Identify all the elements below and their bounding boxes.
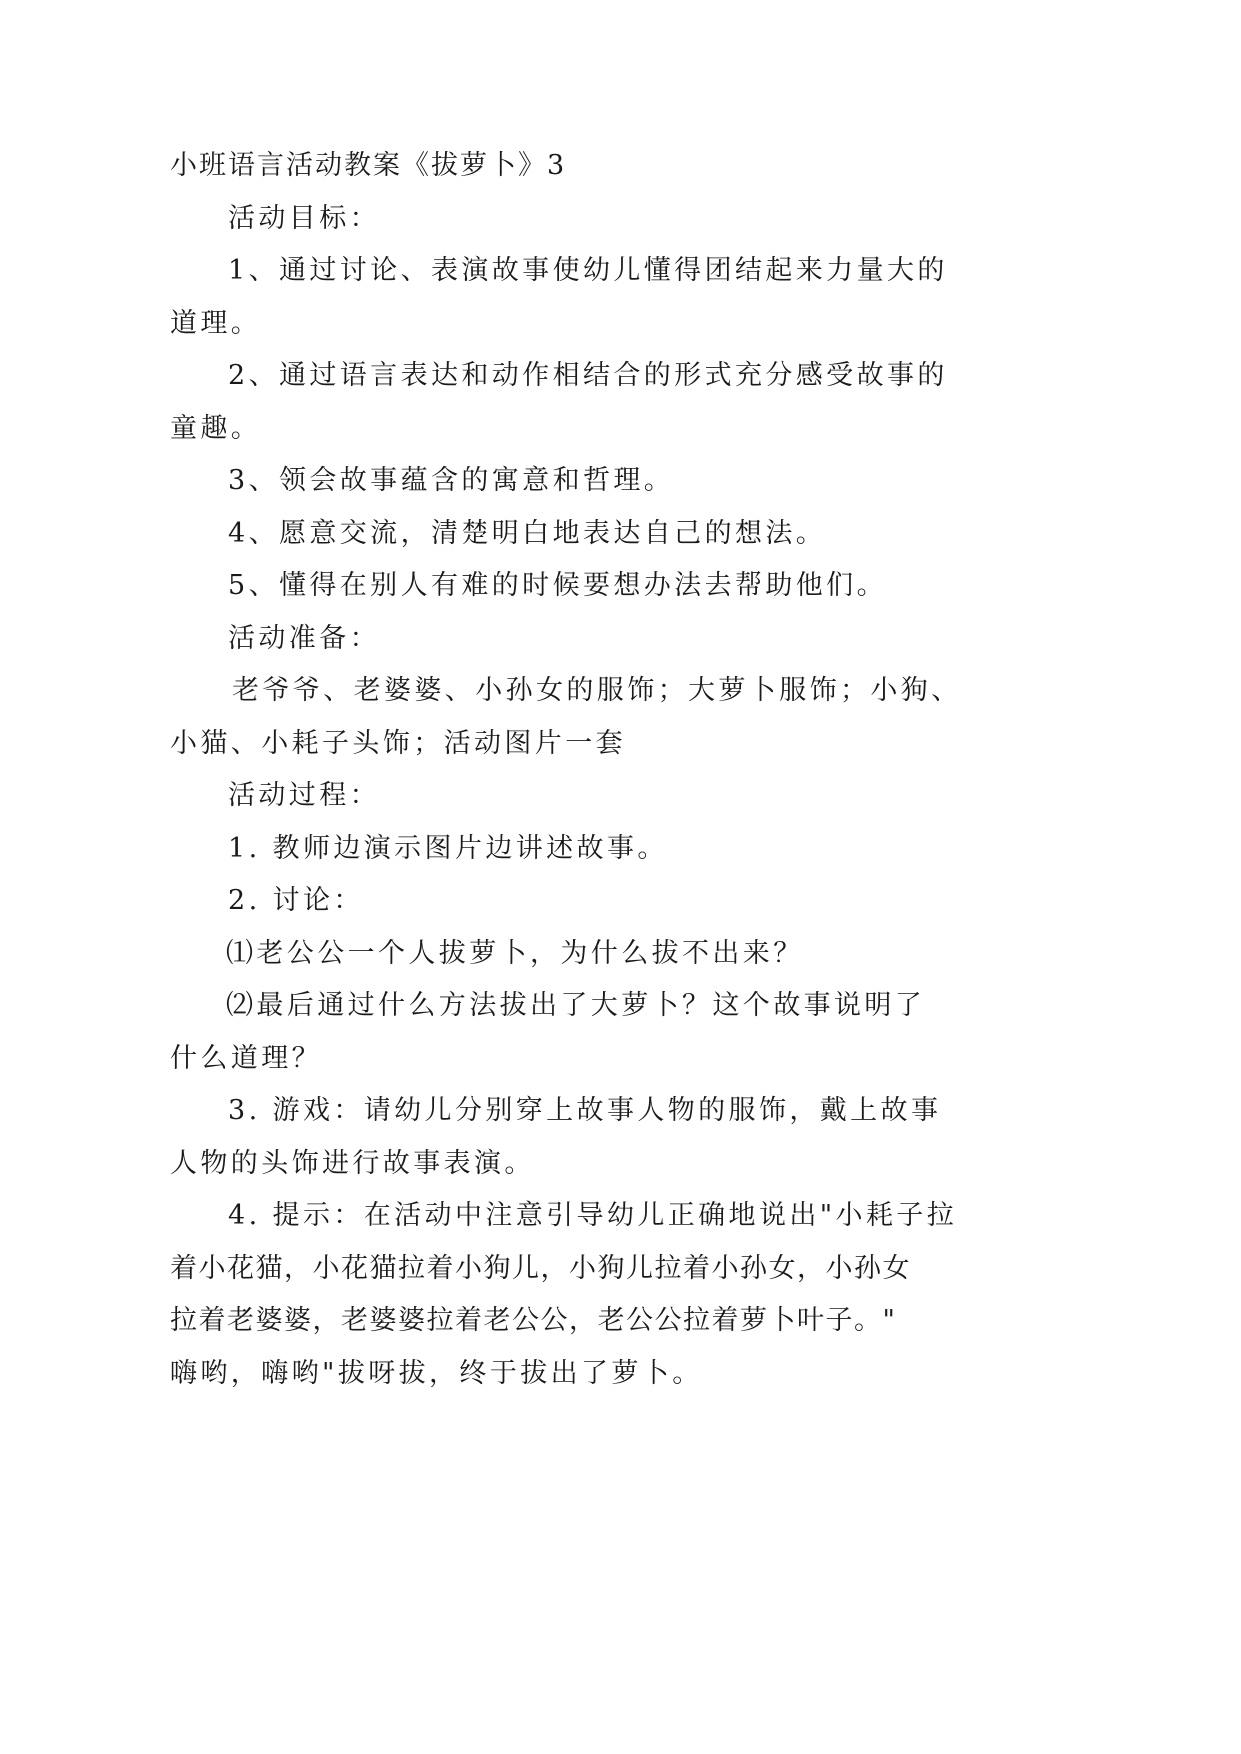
- goal-1-line-2: 道理。: [170, 307, 262, 339]
- goal-2-line-2: 童趣。: [170, 412, 262, 444]
- prep-heading: 活动准备：: [228, 622, 380, 654]
- question-1: ⑴老公公一个人拔萝卜，为什么拔不出来？: [226, 937, 804, 969]
- document-title: 小班语言活动教案《拔萝卜》3: [170, 150, 567, 181]
- goal-5: 5、懂得在别人有难的时候要想办法去帮助他们。: [228, 570, 887, 601]
- step-4-line-2: 着小花猫，小花猫拉着小狗儿，小狗儿拉着小孙女，小孙女: [170, 1252, 911, 1284]
- goals-heading: 活动目标：: [228, 202, 380, 234]
- goal-3: 3、领会故事蕴含的寓意和哲理。: [228, 465, 675, 496]
- step-4-line-1: 4. 提示：在活动中注意引导幼儿正确地说出"小耗子拉: [228, 1200, 958, 1231]
- step-4-line-4: 嗨哟，嗨哟"拔呀拔，终于拔出了萝卜。: [170, 1357, 703, 1389]
- question-2-line-1: ⑵最后通过什么方法拔出了大萝卜？这个故事说明了: [226, 990, 926, 1021]
- step-3-line-2: 人物的头饰进行故事表演。: [170, 1147, 535, 1179]
- step-3-line-1: 3. 游戏：请幼儿分别穿上故事人物的服饰，戴上故事: [228, 1095, 942, 1126]
- prep-line-2: 小猫、小耗子头饰；活动图片一套: [170, 727, 626, 759]
- document-body: [170, 140, 960, 1400]
- goal-1-line-1: 1、通过讨论、表演故事使幼儿懂得团结起来力量大的: [228, 255, 948, 286]
- goal-4: 4、愿意交流，清楚明白地表达自己的想法。: [228, 517, 827, 549]
- prep-line-1: 老爷爷、老婆婆、小孙女的服饰；大萝卜服饰；小狗、: [232, 675, 962, 706]
- step-1: 1. 教师边演示图片边讲述故事。: [228, 832, 668, 864]
- step-2: 2. 讨论：: [228, 885, 364, 916]
- step-4-line-3: 拉着老婆婆，老婆婆拉着老公公，老公公拉着萝卜叶子。": [170, 1305, 897, 1336]
- question-2-line-2: 什么道理？: [170, 1042, 322, 1074]
- goal-2-line-1: 2、通过语言表达和动作相结合的形式充分感受故事的: [228, 360, 948, 391]
- process-heading: 活动过程：: [228, 780, 380, 811]
